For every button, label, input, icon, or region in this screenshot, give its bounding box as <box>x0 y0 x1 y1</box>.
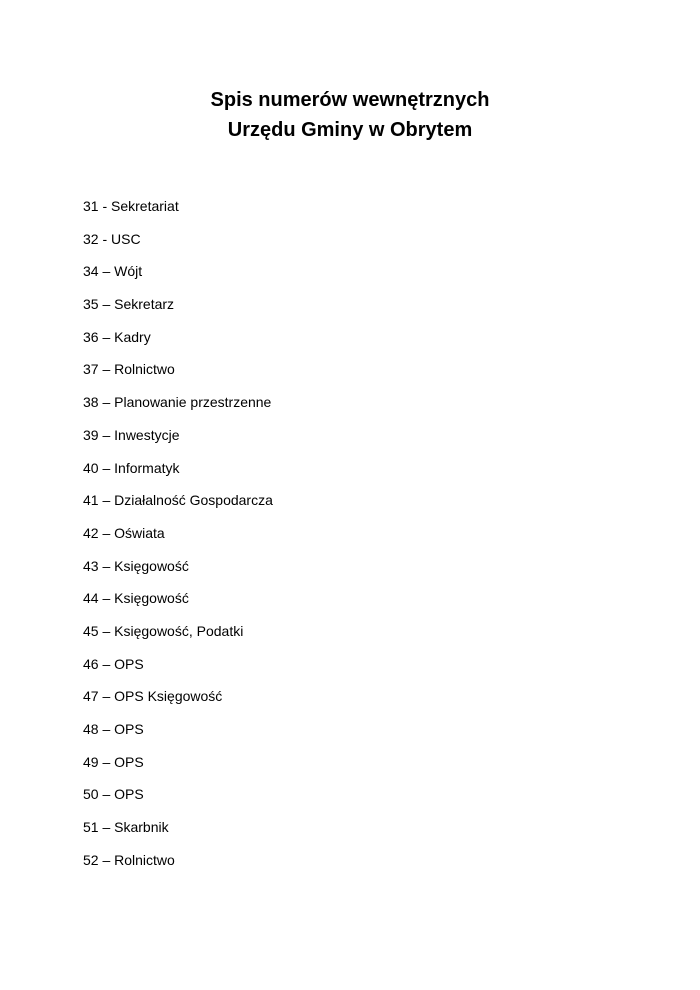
document-title-line-1: Spis numerów wewnętrznych <box>210 89 490 111</box>
extension-entry: 47 – OPS Księgowość <box>83 688 223 705</box>
extension-entry: 41 – Działalność Gospodarcza <box>83 492 273 509</box>
document-title-line-2: Urzędu Gminy w Obrytem <box>227 119 473 141</box>
extension-entry: 49 – OPS <box>83 753 144 770</box>
extension-entry: 52 – Rolnictwo <box>83 851 175 868</box>
extension-entry: 48 – OPS <box>83 721 144 737</box>
extension-list <box>83 197 273 883</box>
extension-entry: 39 – Inwestycje <box>83 426 180 443</box>
extension-entry: 46 – OPS <box>83 655 144 672</box>
extension-entry: 45 – Księgowość, Podatki <box>83 622 244 639</box>
extension-entry: 38 – Planowanie przestrzenne <box>83 394 272 411</box>
extension-entry: 36 – Kadry <box>83 328 151 345</box>
extension-entry: 40 – Informatyk <box>83 459 180 476</box>
extension-entry: 32 - USC <box>83 230 141 247</box>
extension-entry: 35 – Sekretarz <box>83 296 175 313</box>
extension-entry: 42 – Oświata <box>83 524 165 541</box>
extension-entry: 44 – Księgowość <box>83 590 189 607</box>
extension-entry: 50 – OPS <box>83 786 144 803</box>
extension-entry: 43 – Księgowość <box>83 557 189 574</box>
extension-entry: 37 – Rolnictwo <box>83 361 175 378</box>
extension-entry: 51 – Skarbnik <box>83 819 169 836</box>
extension-entry: 34 – Wójt <box>83 263 143 280</box>
extension-entry: 31 - Sekretariat <box>83 198 179 214</box>
